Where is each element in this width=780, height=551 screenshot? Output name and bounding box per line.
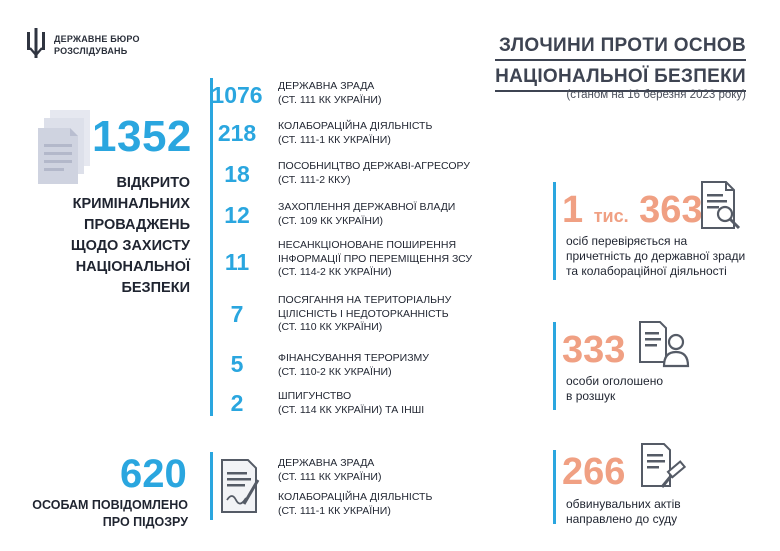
suspects-item-line: КОЛАБОРАЦІЙНА ДІЯЛЬНІСТЬ [278,491,433,503]
category-label-line: (СТ. 111-2 ККУ) [278,173,351,186]
category-label-line: ПОСЯГАННЯ НА ТЕРИТОРІАЛЬНУ [278,294,452,306]
stat-value [562,328,625,372]
page-title [495,32,746,94]
stat-divider [553,182,556,280]
org-name-line1: ДЕРЖАВНЕ БЮРО [54,34,140,44]
stat-value [562,450,625,494]
total-label-line: КРИМІНАЛЬНИХ [72,196,190,212]
category-label [278,239,472,280]
total-label-line: БЕЗПЕКИ [121,280,190,296]
category-label [278,390,424,417]
suspects-item-line: ДЕРЖАВНА ЗРАДА [278,457,375,469]
total-label-line: ЩОДО ЗАХИСТУ [70,238,190,254]
category-label-line: (СТ. 110 КК УКРАЇНИ) [278,321,383,333]
category-count: 2 [230,390,244,416]
total-label-line: ВІДКРИТО [116,175,190,191]
category-count: 18 [224,161,250,187]
stat-label-line: направлено до суду [566,512,678,526]
stat-label [566,497,681,527]
suspects-label-line: ПРО ПІДОЗРУ [102,515,188,529]
category-count: 11 [224,249,250,275]
stat-label-line: особи оголошено [566,374,664,388]
category-label-line: ШПИГУНСТВО [278,390,352,402]
suspects-item-line: (СТ. 111 КК УКРАЇНИ) [278,470,382,483]
stat-label-line: обвинувальних актів [566,497,681,511]
suspects-label-line: ОСОБАМ ПОВІДОМЛЕНО [32,498,188,512]
page-title-line1: ЗЛОЧИНИ ПРОТИ ОСНОВ [495,32,746,61]
document-search-icon [698,180,744,232]
stat-label [566,234,745,279]
stat-value [562,188,703,238]
suspects-item-label [278,491,432,518]
category-label-line: ЗАХОПЛЕННЯ ДЕРЖАВНОЇ ВЛАДИ [278,201,456,213]
total-cases-count: 1352 [92,112,192,161]
category-label-line: ІНФОРМАЦІЇ ПРО ПЕРЕМІЩЕННЯ ЗСУ [278,252,473,265]
dbr-logo-icon [26,28,46,58]
total-label-line: НАЦІОНАЛЬНОЇ [75,259,190,275]
category-label-line: (СТ. 114 КК УКРАЇНИ) ТА ІНШІ [278,403,425,416]
category-label [278,201,455,228]
page-subtitle: (станом на 16 березня 2023 року) [566,89,746,101]
total-cases-label [71,173,190,299]
stat-value-main: 333 [562,329,626,371]
org-name-line2: РОЗСЛІДУВАНЬ [54,46,128,56]
category-label [278,120,432,147]
category-label [278,352,429,379]
category-label-line: КОЛАБОРАЦІЙНА ДІЯЛЬНІСТЬ [278,120,433,132]
category-label-line: (СТ. 111 КК УКРАЇНИ) [278,93,382,106]
stat-divider [553,450,556,524]
document-person-icon [638,318,690,370]
category-label [278,160,470,187]
category-label [278,80,381,107]
stat-label-line: осіб перевіряється на [566,234,688,248]
total-label-line: ПРОВАДЖЕНЬ [84,217,190,233]
category-label-line: (СТ. 109 КК УКРАЇНИ) [278,214,384,227]
category-count: 5 [230,351,244,377]
category-label-line: (СТ. 114-2 КК УКРАЇНИ) [278,266,392,278]
stat-label [566,374,663,404]
document-gavel-icon [638,440,688,492]
suspects-label [32,497,188,531]
category-label-line: ДЕРЖАВНА ЗРАДА [278,80,375,92]
suspects-item-label [278,457,381,484]
category-count: 1076 [211,82,263,108]
category-label-line: ФІНАНСУВАННЯ ТЕРОРИЗМУ [278,352,429,364]
org-name [54,33,140,57]
category-count: 12 [224,202,250,228]
category-count: 7 [230,301,244,327]
suspects-divider [210,452,213,520]
stat-value-rest: 363 [639,189,703,231]
category-label [278,294,451,335]
stat-label-line: причетність до державної зради [566,249,746,263]
suspects-count: 620 [120,452,187,496]
category-label-line: ЦІЛІСНІСТЬ І НЕДОТОРКАННІСТЬ [278,307,449,320]
category-label-line: ПОСОБНИЦТВО ДЕРЖАВІ-АГРЕСОРУ [278,160,470,172]
signed-document-icon [218,458,264,514]
stat-value-unit: тис. [593,206,629,226]
stat-label-line: в розшук [566,389,616,403]
suspects-item-line: (СТ. 111-1 КК УКРАЇНИ) [278,504,391,517]
stat-value-main: 1 [562,189,584,231]
category-count: 218 [217,120,257,146]
stat-divider [553,322,556,410]
stat-label-line: та колабораційної діяльності [566,264,727,278]
page-title-line2: НАЦІОНАЛЬНОЇ БЕЗПЕКИ [495,63,746,92]
category-label-line: НЕСАНКЦІОНОВАНЕ ПОШИРЕННЯ [278,239,457,251]
category-label-line: (СТ. 110-2 КК УКРАЇНИ) [278,365,392,378]
category-label-line: (СТ. 111-1 КК УКРАЇНИ) [278,133,391,146]
stat-value-main: 266 [562,451,626,493]
